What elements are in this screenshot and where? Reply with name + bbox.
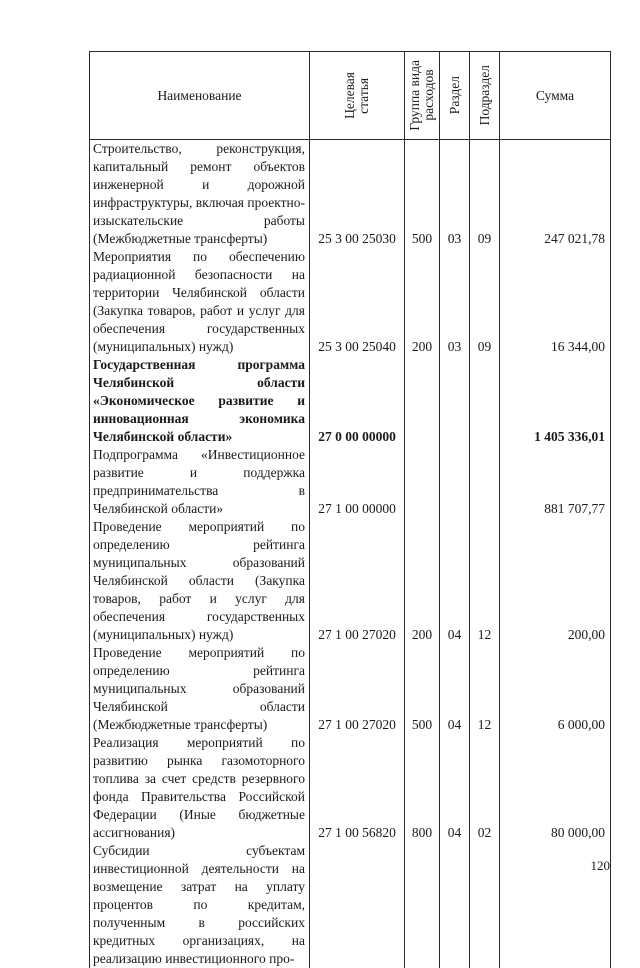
row-name: Проведение мероприятий по определению рейтинга муниципальных образований Челябинской области (Межбюджетные трансферты) (90, 644, 310, 734)
row-sum: 881 707,77 (500, 446, 611, 518)
row-name: Мероприятия по обеспечению радиационной безопасности на территории Челябинской области (Закупка товаров, работ и услуг для обеспечения государственных (муниципальных) нужд) (90, 248, 310, 356)
row-group: 800 (405, 734, 440, 842)
row-subsection: 09 (470, 248, 500, 356)
header-subsection-label: Подраздел (476, 65, 492, 126)
row-sum: 16 344,00 (500, 248, 611, 356)
row-subsection (470, 842, 500, 968)
table-row (90, 842, 611, 968)
page-number: 120 (590, 858, 610, 873)
row-group: 500 (405, 644, 440, 734)
header-section-label: Раздел (446, 76, 462, 115)
header-target-article (310, 52, 405, 140)
row-group: 200 (405, 518, 440, 644)
row-subsection: 09 (470, 140, 500, 249)
header-sum: Сумма (500, 52, 611, 140)
header-name: Наименование (90, 52, 310, 140)
table-row (90, 140, 611, 249)
row-section (440, 446, 470, 518)
row-name: Субсидии субъектам инвестиционной деятельности на возмещение затрат на уплату процентов по кредитам, полученным в российских кредитных организациях, на реализацию инвестиционного про- (90, 842, 310, 968)
row-subsection: 02 (470, 734, 500, 842)
row-sum: 247 021,78 (500, 140, 611, 249)
row-code: 27 1 00 27020 (310, 518, 405, 644)
row-group (405, 446, 440, 518)
row-section (440, 356, 470, 446)
row-section: 04 (440, 644, 470, 734)
row-section: 04 (440, 734, 470, 842)
header-expense-group (405, 52, 440, 140)
row-name: Подпрограмма «Инвестиционное развитие и поддержка предпринимательства в Челябинской области» (90, 446, 310, 518)
row-code: 27 1 00 27020 (310, 644, 405, 734)
row-subsection: 12 (470, 644, 500, 734)
header-expense-group-label: Группа вида расходов (407, 60, 436, 131)
table-row (90, 356, 611, 446)
budget-table (89, 51, 611, 968)
row-code (310, 842, 405, 968)
row-section: 03 (440, 248, 470, 356)
row-code: 27 1 00 00000 (310, 446, 405, 518)
row-name: Строительство, реконструкция, капитальный ремонт объектов инженерной и дорожной инфраструктуры, включая проектно-изыскательские работы (Межбюджетные трансферты) (90, 140, 310, 249)
row-subsection (470, 446, 500, 518)
row-group (405, 842, 440, 968)
row-code: 27 1 00 56820 (310, 734, 405, 842)
header-section (440, 52, 470, 140)
row-section: 03 (440, 140, 470, 249)
row-sum: 6 000,00 (500, 644, 611, 734)
header-subsection (470, 52, 500, 140)
row-section: 04 (440, 518, 470, 644)
row-sum: 200,00 (500, 518, 611, 644)
table-row (90, 248, 611, 356)
row-subsection (470, 356, 500, 446)
header-target-article-label: Целевая статья (342, 72, 371, 119)
row-sum: 1 405 336,01 (500, 356, 611, 446)
row-group: 200 (405, 248, 440, 356)
table-header-row (90, 52, 611, 140)
table-row (90, 644, 611, 734)
row-name: Реализация мероприятий по развитию рынка газомоторного топлива за счет средств резервного фонда Правительства Российской Федерации (Иные бюджетные ассигнования) (90, 734, 310, 842)
table-row (90, 734, 611, 842)
row-name: Проведение мероприятий по определению рейтинга муниципальных образований Челябинской области (Закупка товаров, работ и услуг для обеспечения государственных (муниципальных) нужд) (90, 518, 310, 644)
row-name: Государственная программа Челябинской области «Экономическое развитие и инновационная экономика Челябинской области» (90, 356, 310, 446)
row-section (440, 842, 470, 968)
row-subsection: 12 (470, 518, 500, 644)
table-row (90, 518, 611, 644)
row-sum: 80 000,00 (500, 734, 611, 842)
table-row (90, 446, 611, 518)
row-group (405, 356, 440, 446)
row-code: 25 3 00 25030 (310, 140, 405, 249)
row-code: 27 0 00 00000 (310, 356, 405, 446)
row-code: 25 3 00 25040 (310, 248, 405, 356)
row-group: 500 (405, 140, 440, 249)
